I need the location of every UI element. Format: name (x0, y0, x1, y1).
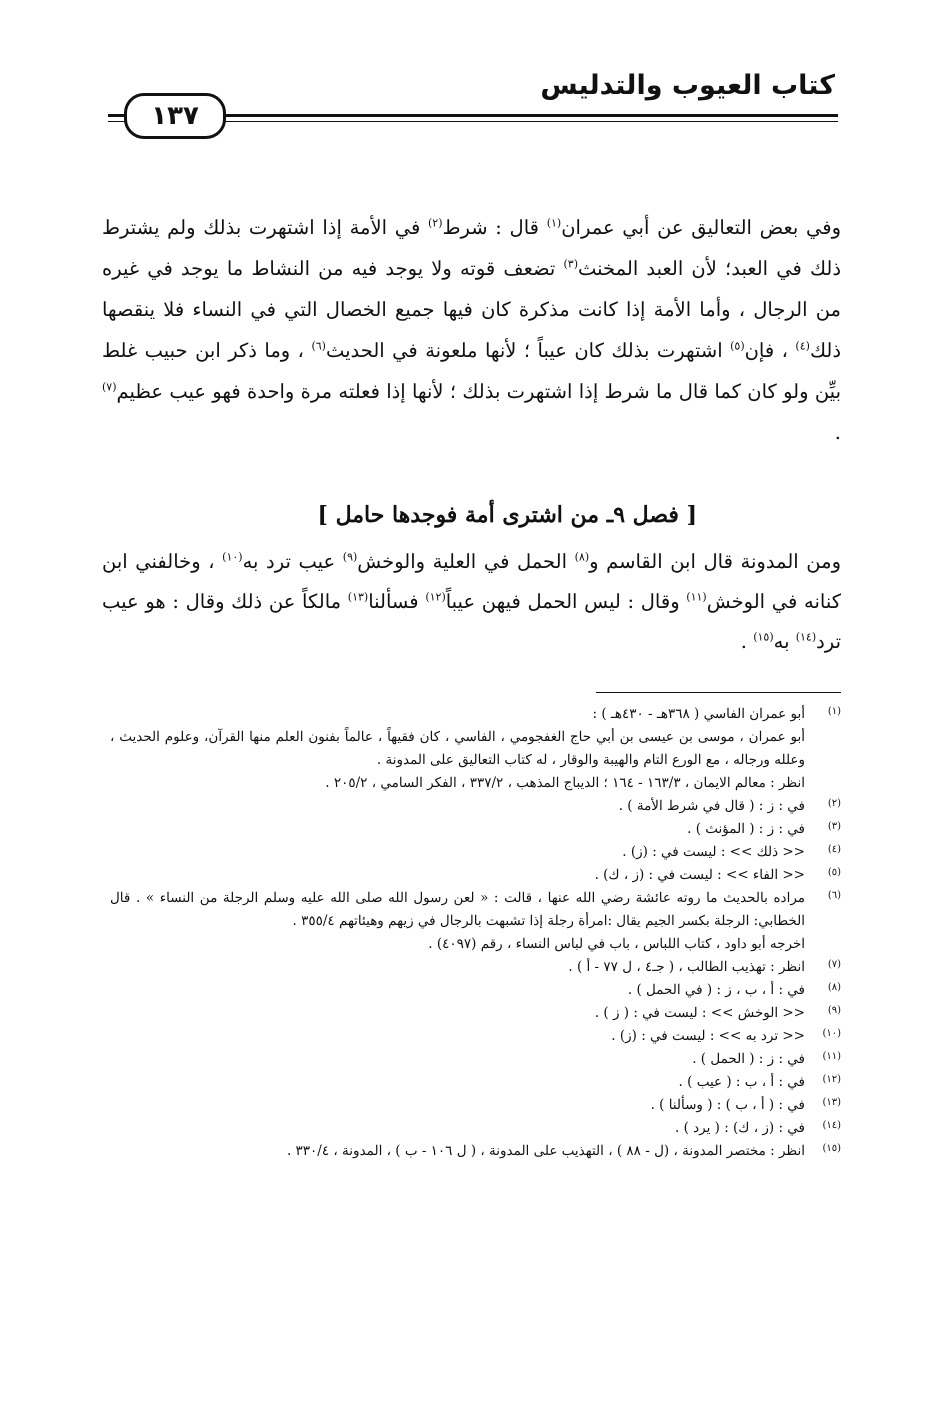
footnote-13 (110, 1094, 841, 1117)
footnote-7 (110, 956, 841, 979)
footnote-ref: (٧) (102, 380, 117, 394)
footnote-3 (110, 818, 841, 841)
text-run: مالكاً عن ذلك وقال : هو عيب ترد (102, 590, 841, 653)
footnote-number: (٣) (827, 821, 841, 832)
footnote-ref: (١٤) (795, 630, 817, 644)
footnote-number: (١٠) (822, 1028, 841, 1039)
footnotes-list (110, 703, 841, 1163)
footnote-ref: (٦) (311, 339, 326, 353)
footnote-ref: (١٣) (347, 590, 369, 604)
footnote-ref: (٣) (563, 257, 578, 271)
text-run: في الأمة إذا اشتهرت بذلك ولم يشترط ذلك في العبد؛ لأن العبد المخنث (102, 216, 842, 280)
footnote-ref: (٨) (574, 550, 590, 564)
footnote-14 (110, 1117, 841, 1140)
footnote-text (110, 1048, 805, 1071)
footnote-number: (٨) (827, 982, 841, 993)
text-run: وفي بعض التعاليق عن أبي عمران (561, 216, 842, 239)
footnote-number: (١٢) (822, 1074, 841, 1085)
footnote-text (110, 887, 805, 956)
footnote-number: (١٥) (822, 1143, 841, 1154)
footnote-6 (110, 887, 841, 956)
page-number: ١٣٧ (124, 93, 226, 139)
footnote-line: انظر : تهذيب الطالب ، ( جـ٤ ، ل ٧٧ - أ ) . (568, 959, 805, 975)
footnote-line: << ترد به >> : ليست في : (ز) . (611, 1028, 805, 1044)
footnote-ref: (٥) (730, 339, 745, 353)
footnote-text (110, 703, 805, 795)
footnote-4 (110, 841, 841, 864)
footnote-ref: (٢) (427, 216, 443, 230)
footnote-line: انظر : مختصر المدونة ، (ل - ٨٨ ) ، التهذيب على المدونة ، ( ل ١٠٦ - ب ) ، المدونة ، ٣٣٠/٤ . (286, 1143, 805, 1159)
footnote-number: (٩) (827, 1005, 841, 1016)
footnote-number: (١١) (822, 1051, 841, 1062)
footnote-1 (110, 703, 841, 795)
text-run: به (773, 630, 796, 653)
footnote-number: (٤) (827, 844, 841, 855)
text-run: الحمل في العلية والوخش (357, 550, 575, 573)
footnote-line: في : ز : ( قال في شرط الأمة ) . (618, 798, 805, 814)
footnote-line: في : أ ، ب : ( عيب ) . (678, 1074, 805, 1090)
text-run: ، وما ذكر ابن حبيب غلط بيِّن ولو كان كما قال ما شرط إذا اشتهرت بذلك ؛ لأنها إذا فعلته مرة واحدة فهو عيب عظيم (102, 339, 841, 403)
text-run: قال : شرط (442, 216, 547, 239)
text-run: ، فإن (744, 339, 796, 362)
text-run: تضعف قوته ولا يوجد فيه من النشاط ما يوجد في غيره من الرجال ، وأما الأمة إذا كانت مذكرة كان فيها جميع الخصال التي في النساء فلا ينقصها ذلك (102, 257, 841, 362)
footnote-text (110, 841, 805, 864)
text-run: عيب ترد به (242, 550, 343, 573)
footnote-line: في : ز : ( المؤنث ) . (687, 821, 805, 837)
footnote-text (110, 1094, 805, 1117)
footnote-line: أبو عمران الفاسي ( ٣٦٨هـ - ٤٣٠هـ ) : (592, 706, 805, 722)
footnote-number: (٧) (827, 959, 841, 970)
footnote-text (110, 818, 805, 841)
footnote-ref: (١٢) (425, 590, 446, 604)
footnote-ref: (١٥) (753, 630, 774, 644)
footnote-ref: (٤) (795, 339, 810, 353)
book-title: كتاب العيوب والتدليس (540, 70, 835, 101)
footnote-15 (110, 1140, 841, 1163)
footnote-text (110, 1117, 805, 1140)
footnote-text (110, 956, 805, 979)
footnote-ref: (١١) (686, 590, 707, 604)
body-paragraph-2 (102, 542, 841, 662)
footnote-8 (110, 979, 841, 1002)
footnote-ref: (٩) (342, 550, 358, 564)
footnote-5 (110, 864, 841, 887)
footnote-line: اخرجه أبو داود ، كتاب اللباس ، باب في لباس النساء ، رقم (٤٠٩٧) . (428, 936, 805, 952)
footnote-text (110, 1025, 805, 1048)
footnote-11 (110, 1048, 841, 1071)
footnote-line: في : أ ، ب ، ز : ( في الحمل ) . (627, 982, 805, 998)
footnote-12 (110, 1071, 841, 1094)
text-run: فسألنا (368, 590, 426, 613)
footnote-line: في : (ز ، ك) : ( يرد ) . (674, 1120, 805, 1136)
footnote-text (110, 795, 805, 818)
footnote-line: << الوخش >> : ليست في : ( ز ) . (594, 1005, 805, 1021)
text-run: اشتهرت بذلك كان عيباً ؛ لأنها ملعونة في الحديث (325, 339, 731, 362)
section-heading: [ فصل ٩ـ من اشترى أمة فوجدها حامل ] (317, 502, 697, 528)
footnote-number: (٦) (827, 890, 841, 901)
text-run: . (834, 421, 841, 444)
footnote-number: (١) (827, 706, 841, 717)
footnote-10 (110, 1025, 841, 1048)
footnote-separator (596, 692, 841, 693)
footnote-line: أبو عمران ، موسى بن عيسى بن أبي حاج الغفجومي ، الفاسي ، كان فقيهاً ، عالماً بفنون العلم منها القرآن، وعلوم الحديث ، وعلله ورجاله ، مع الورع التام والهيبة والوقار ، له كتاب التعاليق على المدونة . (110, 729, 805, 768)
footnote-number: (١٤) (822, 1120, 841, 1131)
footnote-text (110, 979, 805, 1002)
footnote-text (110, 1002, 805, 1025)
text-run: وقال : ليس الحمل فيهن عيباً (445, 590, 687, 613)
text-run: . (740, 630, 754, 653)
text-run: ومن المدونة قال ابن القاسم و (589, 550, 841, 573)
footnote-2 (110, 795, 841, 818)
footnote-line: مراده بالحديث ما روته عائشة رضي الله عنها ، قالت : « لعن رسول الله صلى الله عليه وسلم الرجلة من النساء » . قال الخطابي: الرجلة بكسر الجيم يقال :امرأة رجلة إذا تشبهت بالرجال في زيهم وهيئاتهم ٣٥٥/٤ . (110, 890, 805, 929)
footnote-text (110, 864, 805, 887)
footnote-text (110, 1071, 805, 1094)
footnote-text (110, 1140, 805, 1163)
footnote-number: (١٣) (822, 1097, 841, 1108)
footnote-9 (110, 1002, 841, 1025)
footnote-ref: (١٠) (222, 550, 243, 564)
footnote-line: انظر : معالم الايمان ، ١٦٣/٣ - ١٦٤ ؛ الديباج المذهب ، ٣٣٧/٢ ، الفكر السامي ، ٢٠٥/٢ . (325, 775, 805, 791)
footnote-line: في : ز : ( الحمل ) . (692, 1051, 805, 1067)
footnote-line: في : ( أ ، ب ) : ( وسألنا ) . (650, 1097, 805, 1113)
text-run: ، وخالفني ابن كنانه في الوخش (102, 550, 841, 613)
footnote-line: << ذلك >> : ليست في : (ز) . (622, 844, 805, 860)
body-paragraph-1 (102, 207, 841, 453)
footnote-ref: (١) (546, 216, 562, 230)
footnote-line: << الفاء >> : ليست في : (ز ، ك) . (594, 867, 805, 883)
footnote-number: (٥) (827, 867, 841, 878)
footnote-number: (٢) (827, 798, 841, 809)
